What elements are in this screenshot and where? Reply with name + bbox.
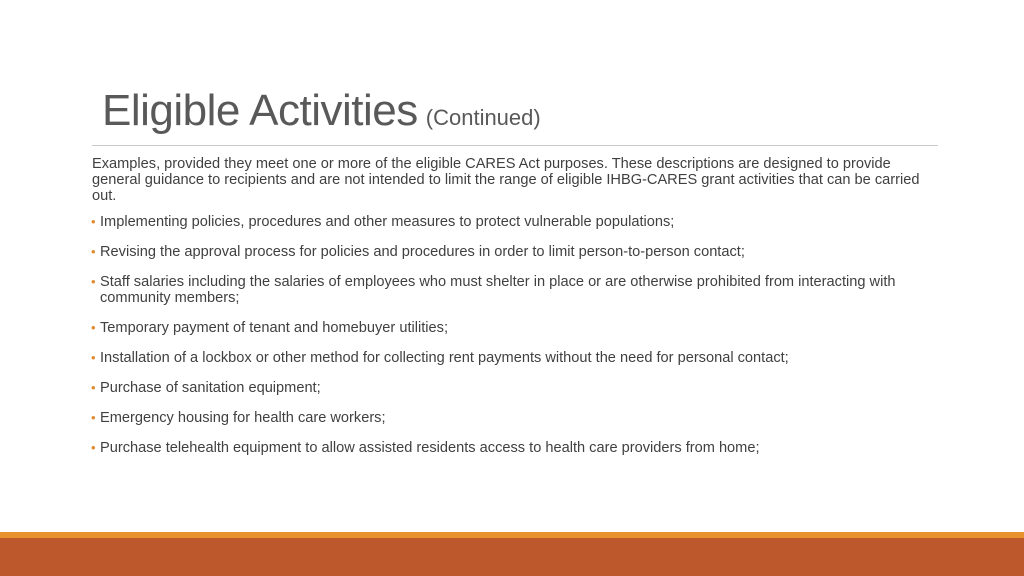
bullet-text: Revising the approval process for policies and procedures in order to limit person-to-person contact; xyxy=(100,244,745,260)
bullet-icon: • xyxy=(91,350,96,365)
slide-title xyxy=(102,86,541,136)
bullet-item xyxy=(92,274,942,306)
bullet-text: Temporary payment of tenant and homebuyer utilities; xyxy=(100,320,449,336)
intro-paragraph: Examples, provided they meet one or more of the eligible CARES Act purposes. These descriptions are designed to provide general guidance to recipients and are not intended to limit the range of eligible IHBG-CARES grant activities that can be carried out. xyxy=(92,156,920,204)
bullet-item xyxy=(92,320,942,336)
slide-body xyxy=(92,156,942,470)
bullet-icon: • xyxy=(91,410,96,425)
bullet-text: Installation of a lockbox or other method for collecting rent payments without the need for personal contact; xyxy=(100,350,789,366)
slide-title-main: Eligible Activities xyxy=(102,86,418,135)
bullet-item xyxy=(92,410,942,426)
bullet-item xyxy=(92,350,942,366)
bullet-icon: • xyxy=(91,380,96,395)
slide-title-suffix: (Continued) xyxy=(425,105,541,130)
bullet-text: Implementing policies, procedures and other measures to protect vulnerable populations; xyxy=(100,214,675,230)
bullet-icon: • xyxy=(91,214,96,229)
bullet-item xyxy=(92,214,942,230)
bullet-icon: • xyxy=(91,274,96,289)
bullet-text: Staff salaries including the salaries of employees who must shelter in place or are otherwise prohibited from interacting with community members; xyxy=(100,274,896,306)
bullet-icon: • xyxy=(91,244,96,259)
bullet-list xyxy=(92,214,942,456)
bullet-item xyxy=(92,244,942,260)
bullet-text: Emergency housing for health care workers; xyxy=(100,410,386,426)
bullet-text: Purchase of sanitation equipment; xyxy=(100,380,321,396)
bullet-text: Purchase telehealth equipment to allow assisted residents access to health care providers from home; xyxy=(100,440,760,456)
bullet-icon: • xyxy=(91,320,96,335)
bullet-item xyxy=(92,380,942,396)
title-divider xyxy=(92,145,938,146)
footer-bar xyxy=(0,538,1024,576)
bullet-item xyxy=(92,440,942,456)
bullet-icon: • xyxy=(91,440,96,455)
